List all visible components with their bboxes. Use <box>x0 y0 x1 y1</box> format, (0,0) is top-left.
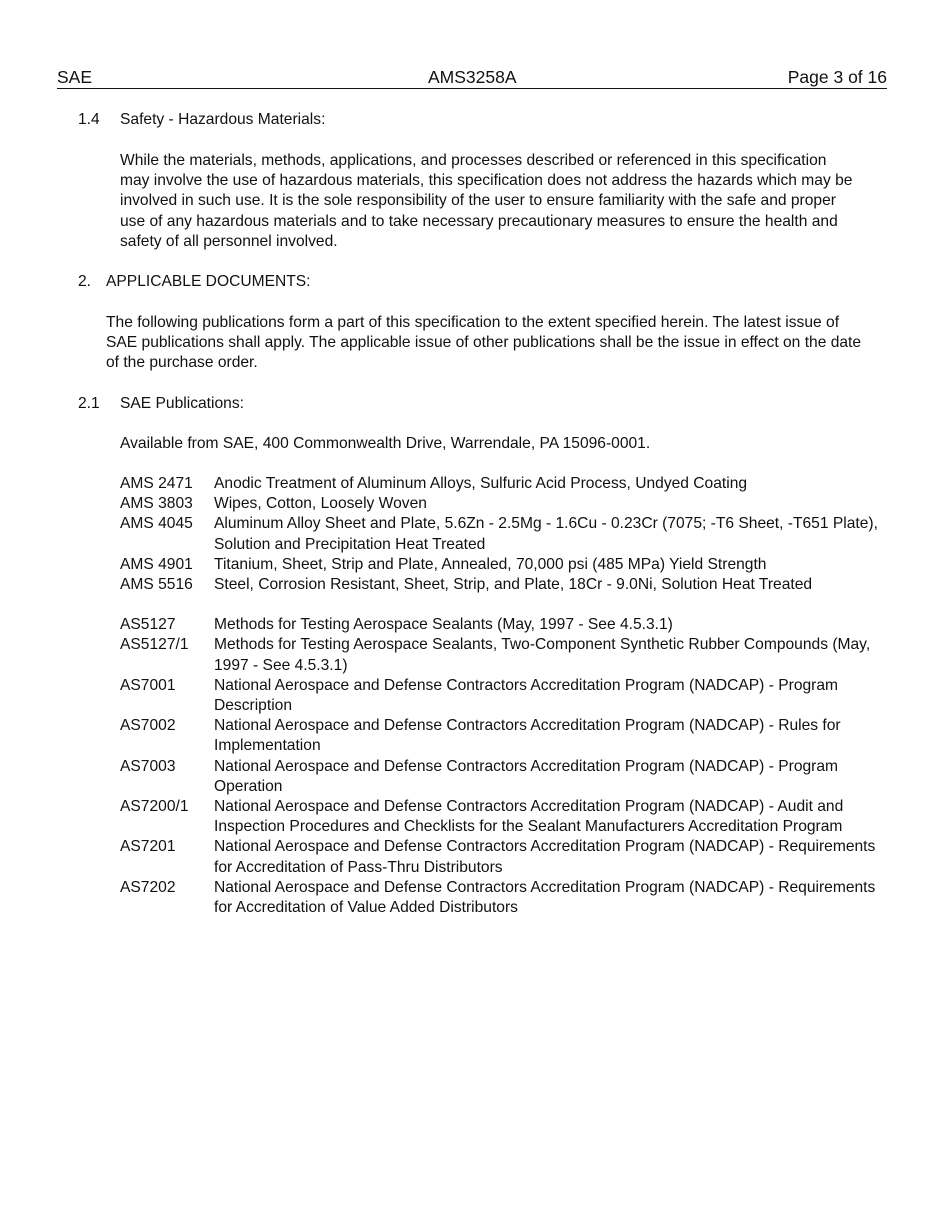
section-number: 2. <box>78 273 92 290</box>
applicable-documents-paragraph: The following publications form a part of this specification to the extent specified herein. The latest issue of SAE publications shall apply. The applicable issue of other publications shall be the issue in effect on the date of the purchase order. <box>106 314 862 372</box>
page-header <box>57 67 887 89</box>
section-title: SAE Publications: <box>120 395 244 412</box>
reference-code: AS7002 <box>120 717 176 735</box>
reference-title: National Aerospace and Defense Contractors Accreditation Program (NADCAP) - Requirements for Accreditation of Pass-Thru Distributors <box>214 838 876 876</box>
reference-title: National Aerospace and Defense Contractors Accreditation Program (NADCAP) - Program Description <box>214 676 839 715</box>
header-page-number: Page 3 of 16 <box>787 67 887 87</box>
reference-title: Titanium, Sheet, Strip and Plate, Annealed, 70,000 psi (485 MPa) Yield Strength <box>214 555 767 573</box>
reference-list <box>120 474 880 918</box>
reference-code: AS7001 <box>120 676 176 694</box>
list-spacer <box>120 595 880 615</box>
reference-title: Anodic Treatment of Aluminum Alloys, Sulfuric Acid Process, Undyed Coating <box>214 475 748 492</box>
reference-title: Methods for Testing Aerospace Sealants, Two-Component Synthetic Rubber Compounds (May, 1997 - See 4.5.3.1) <box>214 636 871 674</box>
section-title: Safety - Hazardous Materials: <box>120 111 326 128</box>
reference-title: Steel, Corrosion Resistant, Sheet, Strip, and Plate, 18Cr - 9.0Ni, Solution Heat Treated <box>214 576 813 594</box>
section-number: 1.4 <box>78 111 100 128</box>
reference-code: AS7200/1 <box>120 798 189 816</box>
reference-title: National Aerospace and Defense Contractors Accreditation Program (NADCAP) - Requirements for Accreditation of Value Added Distributors <box>214 878 876 917</box>
reference-item <box>120 878 880 918</box>
section-title: APPLICABLE DOCUMENTS: <box>106 273 311 290</box>
reference-title: Aluminum Alloy Sheet and Plate, 5.6Zn - 2.5Mg - 1.6Cu - 0.23Cr (7075; -T6 Sheet, -T651 Plate), Solution and Precipitation Heat Treated <box>214 515 878 553</box>
reference-title: Wipes, Cotton, Loosely Woven <box>214 495 427 513</box>
reference-item <box>120 555 880 575</box>
reference-item <box>120 494 880 514</box>
section-number: 2.1 <box>78 395 100 412</box>
reference-item <box>120 514 880 554</box>
reference-item <box>120 757 880 797</box>
reference-item <box>120 797 880 837</box>
reference-code: AS7201 <box>120 838 176 856</box>
reference-code: AS7003 <box>120 757 176 775</box>
reference-item <box>120 474 880 494</box>
reference-code: AS7202 <box>120 878 176 896</box>
reference-item <box>120 635 880 675</box>
reference-code: AS5127 <box>120 616 176 634</box>
safety-paragraph: While the materials, methods, applications, and processes described or referenced in this specification may involve the use of hazardous materials, this specification does not address the hazards which may be involved in such use. It is the sole responsibility of the user to ensure familiarity with the safe and proper use of any hazardous materials and to take necessary precautionary measures to ensure the health and safety of all personnel involved. <box>120 152 853 250</box>
reference-title: National Aerospace and Defense Contractors Accreditation Program (NADCAP) - Rules for Implementation <box>214 717 841 755</box>
reference-title: National Aerospace and Defense Contractors Accreditation Program (NADCAP) - Program Operation <box>214 757 839 795</box>
reference-code: AMS 4901 <box>120 555 193 573</box>
reference-code: AMS 4045 <box>120 515 193 533</box>
reference-item <box>120 575 880 595</box>
reference-item <box>120 837 880 877</box>
reference-code: AMS 3803 <box>120 495 193 513</box>
reference-item <box>120 716 880 756</box>
reference-code: AS5127/1 <box>120 636 189 654</box>
sae-address: Available from SAE, 400 Commonwealth Drive, Warrendale, PA 15096-0001. <box>120 435 651 452</box>
reference-title: National Aerospace and Defense Contractors Accreditation Program (NADCAP) - Audit and Inspection Procedures and Checklists for the Sealant Manufacturers Accreditation Program <box>214 798 844 836</box>
header-org: SAE <box>57 67 93 87</box>
header-doc-number: AMS3258A <box>428 67 517 87</box>
reference-item <box>120 615 880 635</box>
reference-item <box>120 676 880 716</box>
reference-title: Methods for Testing Aerospace Sealants (May, 1997 - See 4.5.3.1) <box>214 616 673 634</box>
reference-code: AMS 2471 <box>120 475 193 492</box>
reference-code: AMS 5516 <box>120 576 193 594</box>
